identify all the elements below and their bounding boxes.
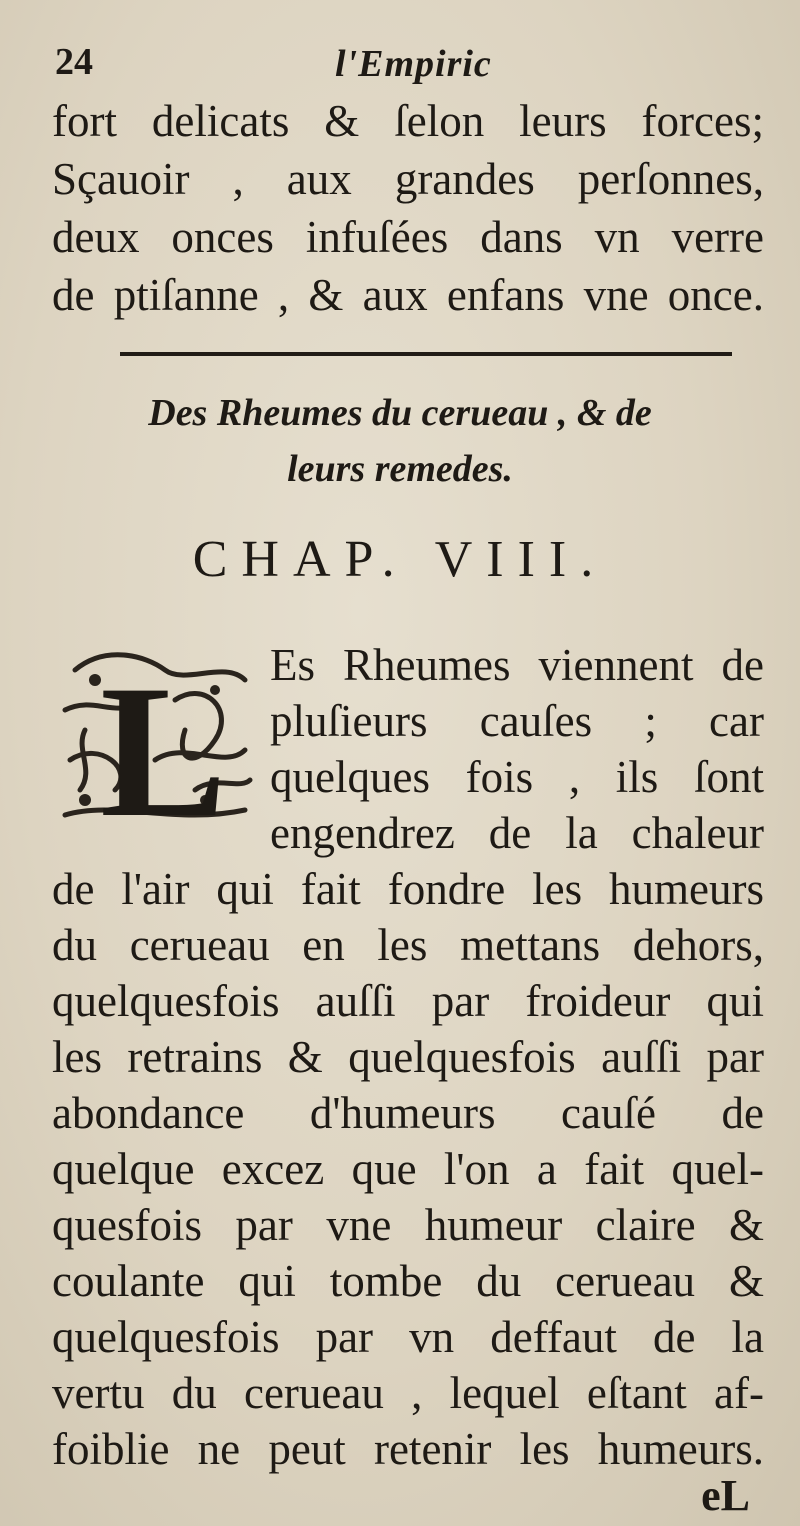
ornament-icon xyxy=(55,640,255,840)
text-line: du cerueau en les mettans dehors, xyxy=(52,920,764,970)
text-line: quelquesfois par vn deffaut de la xyxy=(52,1312,764,1362)
text-line: quelque excez que l'on a fait quel- xyxy=(52,1144,764,1194)
running-title: l'Empiric xyxy=(335,43,492,85)
page-header xyxy=(55,40,755,90)
section-rule xyxy=(120,352,732,356)
text-line: Sçauoir , aux grandes perſonnes, xyxy=(52,154,764,204)
text-line: vertu du cerueau , lequel eſtant af- xyxy=(52,1368,764,1418)
chapter-heading: CHAP. VIII. xyxy=(192,531,608,588)
text-line: quelques fois , ils ſont xyxy=(270,752,764,802)
text-line: pluſieurs cauſes ; car xyxy=(270,696,764,746)
text-line: coulante qui tombe du cerueau & xyxy=(52,1256,764,1306)
text-line: fort delicats & ſelon leurs forces; xyxy=(52,96,764,146)
catchword: eL xyxy=(701,1471,750,1520)
text-line: foiblie ne peut retenir les humeurs. xyxy=(52,1424,764,1474)
text-line: quesfois par vne humeur claire & xyxy=(52,1200,764,1250)
section-title-line-2: leurs remedes. xyxy=(287,448,513,490)
dropcap-letter: L xyxy=(100,647,227,840)
text-line: deux onces infuſées dans vn verre xyxy=(52,212,764,262)
text-line: engendrez de la chaleur xyxy=(270,808,764,858)
text-line: les retrains & quelquesfois auſſi par xyxy=(52,1032,764,1082)
text-line: abondance d'humeurs cauſé de xyxy=(52,1088,764,1138)
text-line: Es Rheumes viennent de xyxy=(270,640,764,690)
decorated-initial-letter xyxy=(55,640,255,840)
text-line: quelquesfois auſſi par froideur qui xyxy=(52,976,764,1026)
text-line: de l'air qui fait fondre les humeurs xyxy=(52,864,764,914)
page-number: 24 xyxy=(55,41,93,83)
text-line: de ptiſanne , & aux enfans vne once. xyxy=(52,270,764,320)
section-title-line-1: Des Rheumes du cerueau , & de xyxy=(148,392,652,434)
